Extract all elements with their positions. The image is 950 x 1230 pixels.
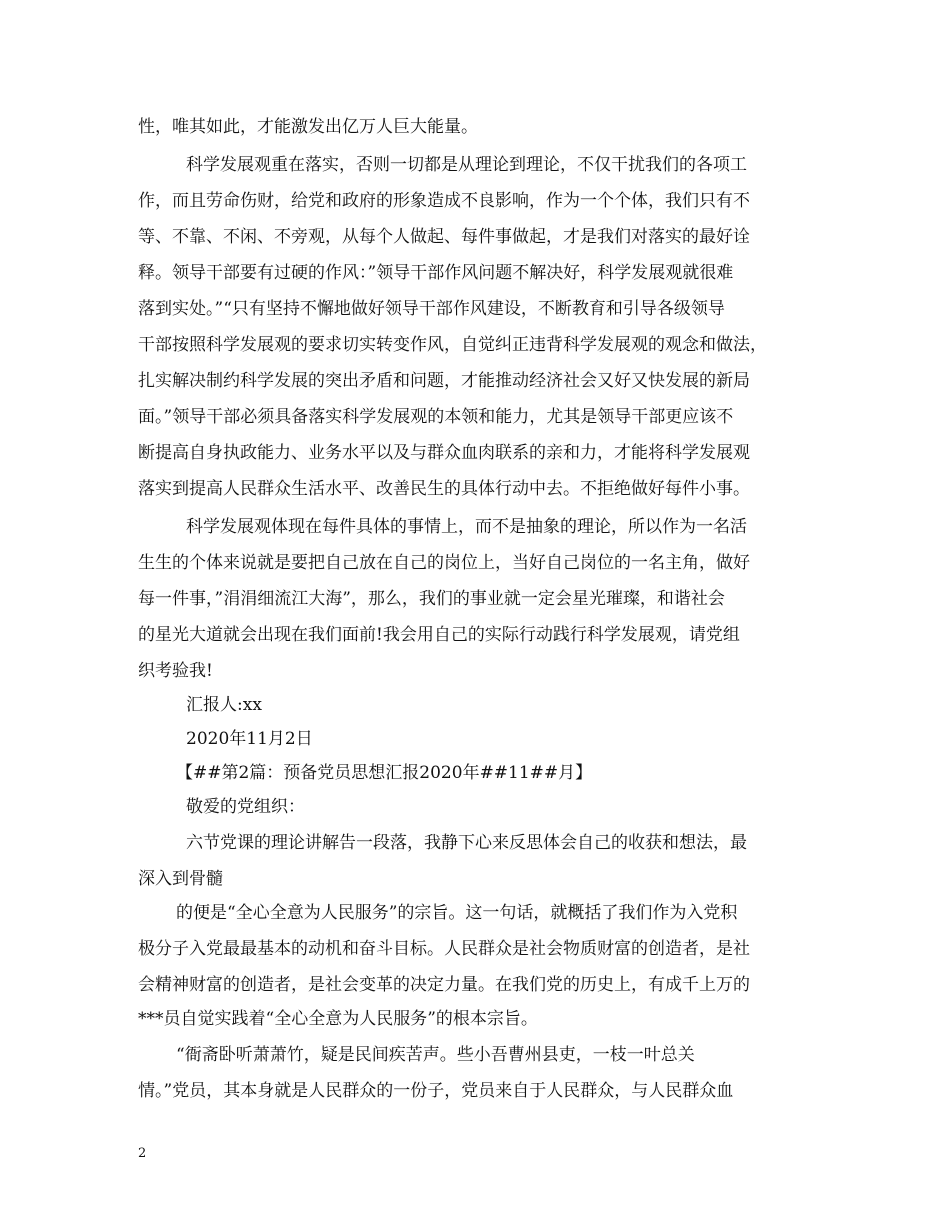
paragraph-line: 面。”领导干部必须具备落实科学发展观的本领和能力，尤其是领导干部更应该不 <box>138 407 734 427</box>
reporter-line: 汇报人:xx <box>186 695 262 715</box>
paragraph-line: 落到实处。”“只有坚持不懈地做好领导干部作风建设，不断教育和引导各级领导 <box>138 299 725 319</box>
paragraph-line: ***员自觉实践着“全心全意为人民服务”的根本宗旨。 <box>138 1009 538 1029</box>
paragraph-line: 科学发展观体现在每件具体的事情上，而不是抽象的理论，所以作为一名活 <box>186 517 747 537</box>
paragraph-line: 等、不靠、不闲、不旁观，从每个人做起、每件事做起，才是我们对落实的最好诠 <box>138 227 750 247</box>
paragraph-line: 的星光大道就会出现在我们面前!我会用自己的实际行动践行科学发展观，请党组 <box>138 625 740 645</box>
paragraph-line: 扎实解决制约科学发展的突出矛盾和问题，才能推动经济社会又好又快发展的新局 <box>138 371 750 391</box>
page-number: 2 <box>138 1146 147 1161</box>
paragraph-line: 断提高自身执政能力、业务水平以及与群众血肉联系的亲和力，才能将科学发展观 <box>138 443 750 463</box>
paragraph-line: 的便是“全心全意为人民服务”的宗旨。这一句话，就概括了我们作为入党积 <box>176 903 738 923</box>
paragraph-line: 科学发展观重在落实，否则一切都是从理论到理论，不仅干扰我们的各项工 <box>186 155 747 175</box>
paragraph-line: 极分子入党最最基本的动机和奋斗目标。人民群众是社会物质财富的创造者，是社 <box>138 939 750 959</box>
paragraph-line: 六节党课的理论讲解告一段落，我静下心来反思体会自己的收获和想法，最 <box>186 833 747 853</box>
paragraph-line: 释。领导干部要有过硬的作风：”领导干部作风问题不解决好，科学发展观就很难 <box>138 263 734 283</box>
salutation: 敬爱的党组织： <box>186 797 305 817</box>
paragraph-line: 干部按照科学发展观的要求切实转变作风，自觉纠正违背科学发展观的观念和做法， <box>138 335 767 355</box>
paragraph-line: 织考验我! <box>138 661 213 681</box>
paragraph-line: “衙斋卧听萧萧竹，疑是民间疾苦声。些小吾曹州县吏，一枝一叶总关 <box>176 1045 695 1065</box>
paragraph-line: 作，而且劳命伤财，给党和政府的形象造成不良影响，作为一个个体，我们只有不 <box>138 191 750 211</box>
paragraph-line: 性，唯其如此，才能激发出亿万人巨大能量。 <box>138 117 478 137</box>
date-line: 2020年11月2日 <box>186 729 313 749</box>
paragraph-line: 生生的个体来说就是要把自己放在自己的岗位上，当好自己岗位的一名主角，做好 <box>138 553 750 573</box>
paragraph-line: 会精神财富的创造者，是社会变革的决定力量。在我们党的历史上，有成千上万的 <box>138 975 750 995</box>
section-heading: 【##第2篇：预备党员思想汇报2020年##11##月】 <box>176 763 593 783</box>
paragraph-line: 落实到提高人民群众生活水平、改善民生的具体行动中去。不拒绝做好每件小事。 <box>138 479 750 499</box>
paragraph-line: 情。”党员，其本身就是人民群众的一份子，党员来自于人民群众，与人民群众血 <box>138 1081 734 1101</box>
paragraph-line: 深入到骨髓 <box>138 869 223 889</box>
paragraph-line: 每一件事，”涓涓细流江大海”，那么，我们的事业就一定会星光璀璨，和谐社会 <box>138 589 725 609</box>
